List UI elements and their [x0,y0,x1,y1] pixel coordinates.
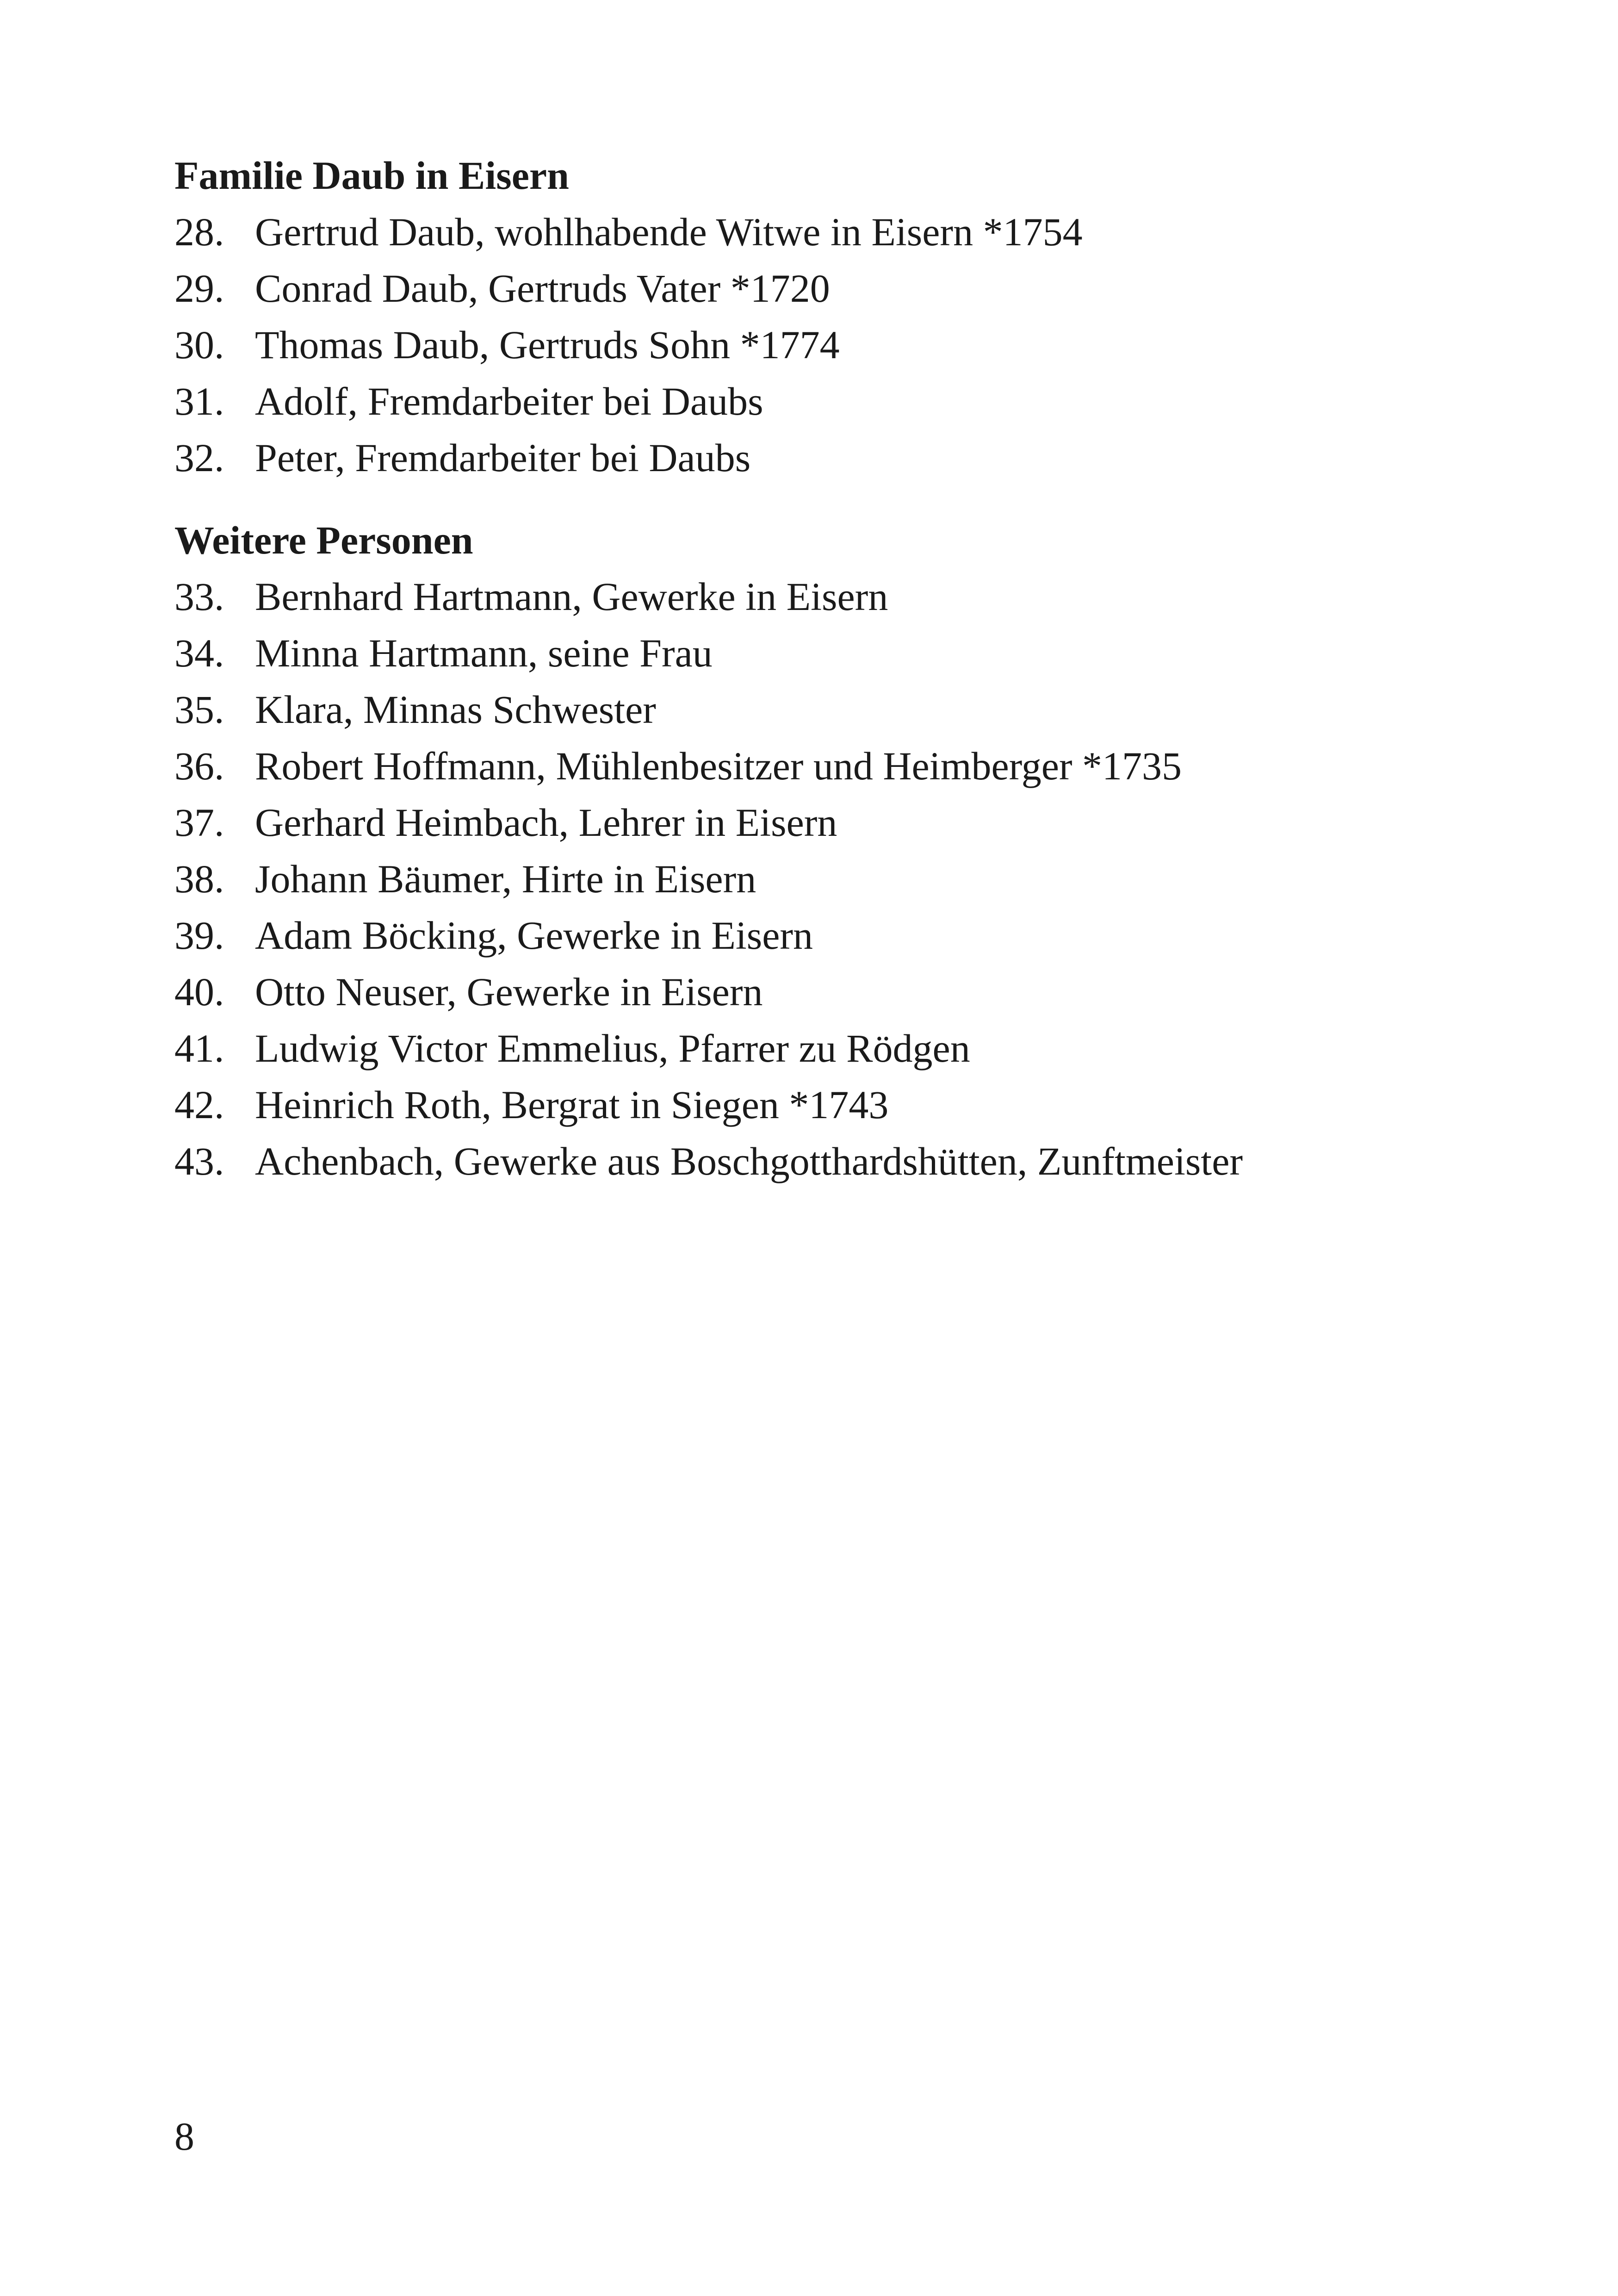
list-item [174,681,1562,738]
section-heading: Familie Daub in Eisern [174,153,569,198]
entry-number: 38. [174,857,224,901]
entry-text: Klara, Minnas Schwester [255,687,656,732]
entry-text: Thomas Daub, Gertruds Sohn *1774 [255,323,840,367]
entry-text: Minna Hartmann, seine Frau [255,631,713,675]
entry-number: 39. [174,913,224,958]
list-item [174,568,1562,625]
list-item [174,794,1562,851]
entry-number: 36. [174,744,224,788]
page-number: 8 [174,2114,194,2159]
entry-text: Johann Bäumer, Hirte in Eisern [255,857,756,901]
entry-number: 30. [174,323,224,367]
page-content [174,147,1562,1189]
entry-text: Robert Hoffmann, Mühlenbesitzer und Heimberger *1735 [255,744,1182,788]
entry-text: Peter, Fremdarbeiter bei Daubs [255,436,751,480]
entry-text: Adam Böcking, Gewerke in Eisern [255,913,813,958]
entry-text: Ludwig Victor Emmelius, Pfarrer zu Rödgen [255,1026,970,1070]
entry-text: Gertrud Daub, wohlhabende Witwe in Eisern *1754 [255,210,1083,254]
list-item [174,1133,1562,1189]
entry-text: Heinrich Roth, Bergrat in Siegen *1743 [255,1083,889,1127]
entry-number: 41. [174,1026,224,1070]
entry-number: 43. [174,1139,224,1183]
list-item [174,204,1562,260]
entry-number: 31. [174,379,224,423]
list-item [174,260,1562,317]
list-item [174,907,1562,964]
entry-text: Adolf, Fremdarbeiter bei Daubs [255,379,763,423]
list-item [174,964,1562,1020]
list-item [174,429,1562,486]
entry-text: Gerhard Heimbach, Lehrer in Eisern [255,800,837,845]
entry-number: 34. [174,631,224,675]
entry-number: 37. [174,800,224,845]
entry-number: 28. [174,210,224,254]
section-heading: Weitere Personen [174,518,473,562]
list-item [174,317,1562,373]
entry-number: 42. [174,1083,224,1127]
list-item [174,1076,1562,1133]
list-item [174,1020,1562,1076]
section-familie-daub [174,147,1562,486]
entry-text: Bernhard Hartmann, Gewerke in Eisern [255,574,888,619]
list-item [174,625,1562,681]
entry-text: Achenbach, Gewerke aus Boschgotthardshütten, Zunftmeister [255,1139,1243,1183]
entry-text: Otto Neuser, Gewerke in Eisern [255,970,763,1014]
section-weitere-personen [174,512,1562,1189]
list-item [174,373,1562,429]
entry-number: 33. [174,574,224,619]
entry-number: 32. [174,436,224,480]
list-item [174,851,1562,907]
entry-number: 40. [174,970,224,1014]
entry-number: 29. [174,266,224,311]
entry-text: Conrad Daub, Gertruds Vater *1720 [255,266,830,311]
entry-number: 35. [174,687,224,732]
list-item [174,738,1562,794]
